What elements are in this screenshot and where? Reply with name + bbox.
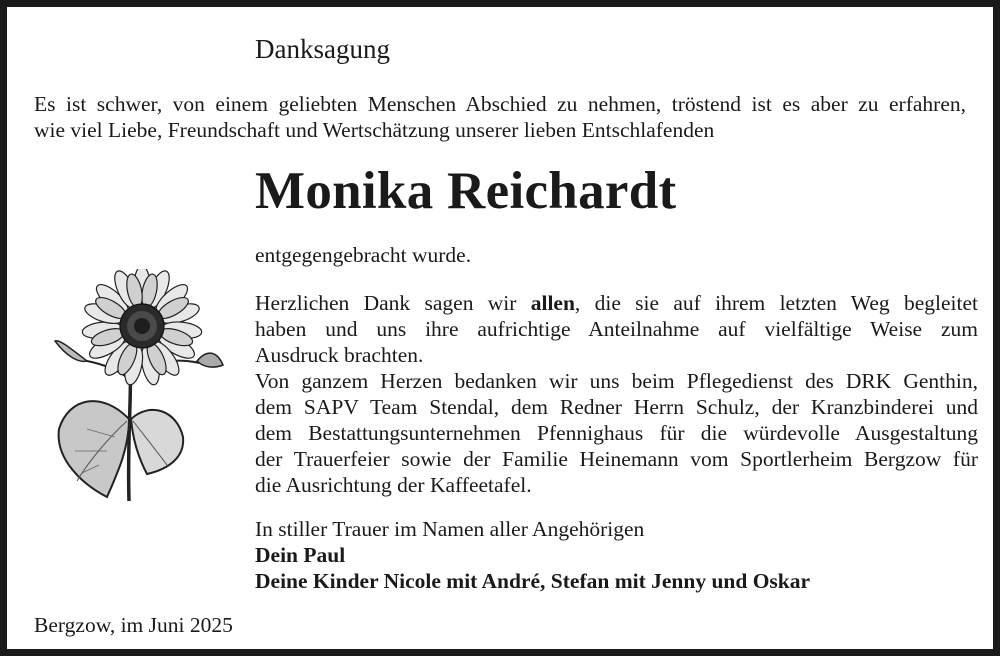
place-date: Bergzow, im Juni 2025: [34, 613, 233, 637]
intro-line-1: Es ist schwer, von einem geliebten Menschen Abschied zu nehmen, tröstend ist es aber zu erfahren,: [34, 92, 966, 116]
thanks-line-1-end: , die sie auf ihrem letzten Weg begleitet: [574, 291, 978, 315]
thanks-line-2: haben und uns ihre aufrichtige Anteilnahme auf vielfältige Weise zum: [255, 317, 978, 341]
thanks-line-5: dem SAPV Team Stendal, dem Redner Herrn Schulz, der Kranzbinderei und: [255, 395, 978, 419]
signature-intro: In stiller Trauer im Namen aller Angehörigen: [255, 517, 645, 541]
after-name-text: entgegengebracht wurde.: [255, 243, 472, 267]
thanks-line-4: Von ganzem Herzen bedanken wir uns beim Pflegedienst des DRK Genthin,: [255, 369, 978, 393]
signature-children: Deine Kinder Nicole mit André, Stefan mit Jenny und Oskar: [255, 569, 811, 593]
sunflower-icon: [47, 269, 237, 509]
deceased-name: Monika Reichardt: [255, 162, 677, 220]
heading: Danksagung: [255, 34, 390, 64]
thanks-line-8: die Ausrichtung der Kaffeetafel.: [255, 473, 532, 497]
thanks-line-6: dem Bestattungsunternehmen Pfennighaus für die würdevolle Ausgestaltung: [255, 421, 978, 445]
thanks-emphasis: allen: [530, 291, 575, 315]
thanks-line-1-start: Herzlichen Dank sagen wir: [255, 291, 531, 315]
signature-partner: Dein Paul: [255, 543, 346, 567]
thanks-line-3: Ausdruck brachten.: [255, 343, 424, 367]
intro-line-2: wie viel Liebe, Freundschaft und Wertschätzung unserer lieben Entschlafenden: [34, 118, 715, 142]
thanks-line-7: der Trauerfeier sowie der Familie Heinemann vom Sportlerheim Bergzow für: [255, 447, 978, 471]
thanks-line-1: [255, 293, 978, 315]
